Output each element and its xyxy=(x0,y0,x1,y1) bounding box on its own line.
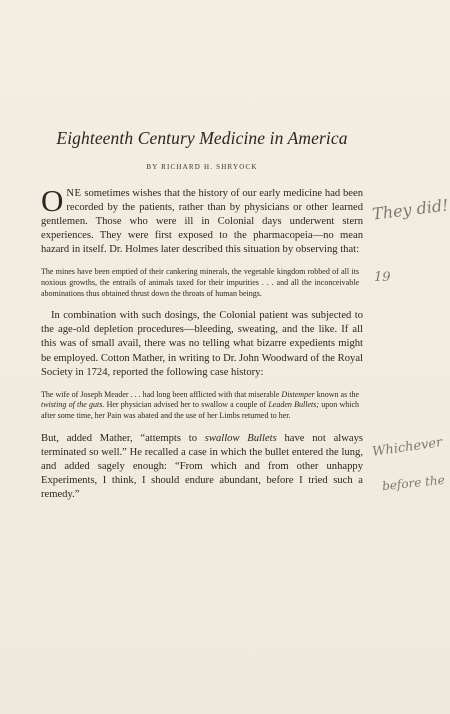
paragraph-3-text: have not always terminated so well.” He recalled a case in which the bullet entered the lung, and added sagely enough: “From which and from other unhappy Experiments, I think, I should endure abundant, before I tried such a remedy.” xyxy=(41,432,363,500)
paragraph-3-text: But, added Mather, “attempts to xyxy=(41,432,205,444)
handwritten-margin-note: Whichever xyxy=(371,435,444,460)
quote-text: known as the xyxy=(314,389,360,399)
quote-italic: twisting of the guts. xyxy=(41,400,105,410)
handwritten-margin-note: 19 xyxy=(374,270,391,285)
opening-smallcaps: NE xyxy=(66,188,82,199)
quote-text: upon which after some time, her Pain was abated and the use of her Limbs returned to her. xyxy=(41,400,360,420)
paragraph-2: In combination with such dosings, the Colonial patient was subjected to the age-old depletion procedures—bleeding, sweating, and the like. If all this was of small avail, there was no telling what bizarre expedients might be employed. Cotton Mather, in writing to Dr. John Woodward of the Royal Society in 1724, reported the following case history: xyxy=(41,310,363,378)
block-quote-mather xyxy=(41,390,359,422)
quote-text: The wife of Joseph Meader . . . had long been afflicted with that miserable xyxy=(41,389,282,399)
handwritten-margin-note: before the xyxy=(381,472,446,494)
quote-text: Her physician advised her to swallow a couple of xyxy=(104,400,269,410)
article-column xyxy=(41,128,363,502)
drop-cap: O xyxy=(41,183,64,218)
quote-italic: Distemper xyxy=(281,389,315,399)
paragraph-3 xyxy=(41,432,363,502)
paragraph-1 xyxy=(41,183,363,257)
block-quote-holmes: The mines have been emptied of their cankering minerals, the vegetable kingdom robbed of all its noxious growths, the entrails of animals taxed for their impurities . . . and all the inconceivable abominations thus obtained thrust down the throats of human beings. xyxy=(41,267,359,298)
article-title: Eighteenth Century Medicine in America xyxy=(56,128,348,148)
handwritten-margin-note: They did! xyxy=(371,195,450,224)
paragraph-1-text: sometimes wishes that the history of our early medicine had been recorded by the patients, rather than by physicians or other learned gentlemen. Those who were ill in Colonial days underwent stern experiences. They were first exposed to the pharmacopeia—no mean hazard in itself. Dr. Holmes later described this situation by observing that: xyxy=(41,188,363,256)
article-byline: BY RICHARD H. SHRYOCK xyxy=(146,163,258,171)
quote-italic: Leaden Bullets; xyxy=(268,400,320,410)
paragraph-3-italic: swallow Bullets xyxy=(204,432,277,444)
